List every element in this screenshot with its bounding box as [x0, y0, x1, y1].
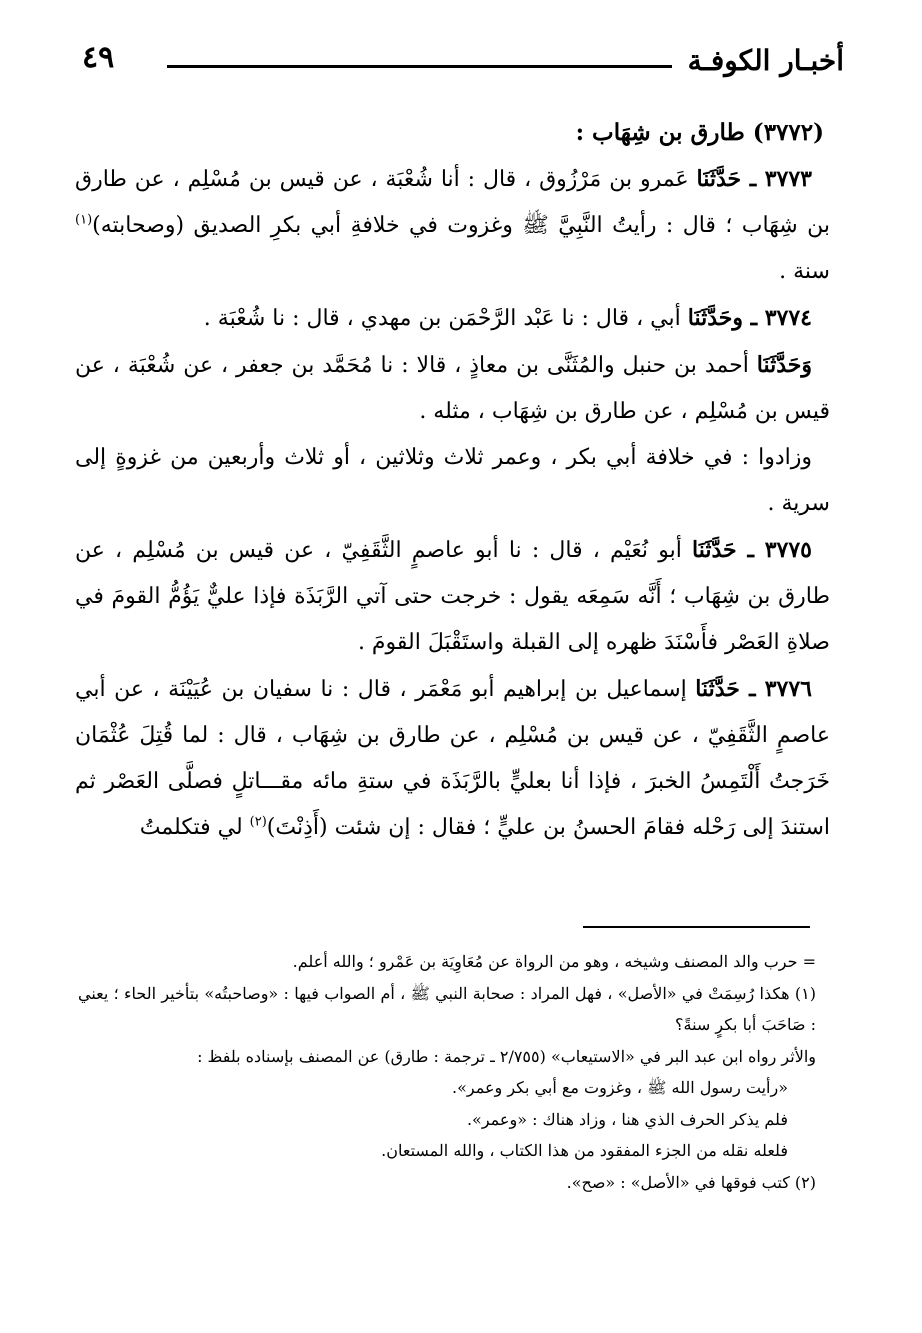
running-title: أخبـار الكوفـة: [687, 44, 844, 77]
hadith-paragraph: [75, 342, 830, 435]
header-rule: [167, 65, 672, 68]
paragraph-text: وزادوا : في خلافة أبي بكر ، وعمر ثلاث وثلاثين ، أو ثلاث وأربعين من غزوةٍ إلى سرية .: [75, 445, 830, 516]
footnote-line: فلعله نقله من الجزء المفقود من هذا الكتاب ، والله المستعان.: [381, 1141, 788, 1160]
paragraph-lead: ٣٧٧٥ ـ حَدَّثَنَا: [692, 537, 812, 563]
main-text: [75, 110, 830, 851]
paragraph-text: أبو نُعَيْم ، قال : نا أبو عاصمٍ الثَّقَفِيّ ، عن قيس بن مُسْلِم ، عن طارق بن شِهَاب ؛ أَنَّه سَمِعَه يقول : خرجت حتى آتي الرَّبَذَة فإذا عليٌّ يَؤُمُّ القومَ في صلاةِ العَصْر فأَسْنَدَ ظهره إلى القبلة واستَقْبَلَ القومَ .: [75, 538, 830, 655]
footnote-separator: [583, 926, 810, 928]
paragraph-text: عَمرو بن مَرْزُوق ، قال : أنا شُعْبَة ، عن قيس بن مُسْلِم ، عن طارق بن شِهَاب ؛ قال : رأيتُ النَّبِيَّ ﷺ وغزوت في خلافةِ أبي بكرِ الصديق (وصحابته): [75, 167, 830, 238]
footnote-line: والأثر رواه ابن عبد البر في «الاستيعاب» (٢/٧٥٥ ـ ترجمة : طارق) عن المصنف بإسناده بلفظ :: [197, 1046, 816, 1066]
footnote-line: (١) هكذا رُسِمَتْ في «الأصل» ، فهل المراد : صحابة النبي ﷺ ، أم الصواب فيها : «وصاحبتُه» بتأخير الحاء ؛ يعني : صَاحَبَ أبا بكرٍ سنةً؟: [78, 983, 816, 1034]
paragraph-tail: سنة .: [779, 259, 830, 284]
paragraph-text: أحمد بن حنبل والمُثَنَّى بن معاذٍ ، قالا : نا مُحَمَّد بن جعفر ، عن شُعْبَة ، عن قيس بن مُسْلِم ، عن طارق بن شِهَاب ، مثله .: [75, 353, 830, 424]
footnote-line: (٢) كتب فوقها في «الأصل» : «صح».: [566, 1172, 816, 1192]
paragraph-text: أبي ، قال : نا عَبْد الرَّحْمَن بن مهدي ، قال : نا شُعْبَة .: [203, 306, 688, 331]
hadith-paragraph: [75, 156, 830, 295]
footnote-line: «رأيت رسول الله ﷺ ، وغزوت مع أبي بكر وعمر».: [452, 1078, 788, 1097]
paragraph-lead: وَحَدَّثَنَا: [756, 352, 812, 378]
footnote-line: فلم يذكر الحرف الذي هنا ، وزاد هناك : «وعمر».: [466, 1109, 788, 1129]
paragraph-lead: ٣٧٧٦ ـ حَدَّثَنَا: [695, 676, 812, 702]
hadith-paragraph: [75, 527, 830, 666]
footnote-ref[interactable]: (٢): [249, 814, 267, 830]
paragraph-tail: لي فتكلمتُ: [139, 815, 250, 840]
page-number: ٤٩: [82, 40, 115, 75]
footnote-ref[interactable]: (١): [75, 212, 93, 228]
paragraph-lead: ٣٧٧٤ ـ وحَدَّثَنَا: [687, 305, 812, 331]
footnotes: [78, 946, 816, 1198]
hadith-paragraph: [75, 666, 830, 851]
footnote-line: = حرب والد المصنف وشيخه ، وهو من الرواة عن مُعَاوِيَة بن عَمْرو ؛ والله أعلم.: [292, 952, 816, 971]
hadith-paragraph: [75, 295, 830, 342]
running-header: [72, 40, 844, 84]
paragraph-lead: ٣٧٧٣ ـ حَدَّثَنَا: [696, 166, 812, 192]
hadith-paragraph: [75, 435, 830, 527]
paragraph-text: إسماعيل بن إبراهيم أبو مَعْمَر ، قال : نا سفيان بن عُيَيْنَة ، عن أبي عاصمٍ الثَّقَفِيّ ، عن قيس بن مُسْلِم ، عن طارق بن شِهَاب ، قال : لما قُتِلَ عُثْمَان خَرَجتُ أَلْتَمِسُ الخبرَ ، فإذا أنا بعليٍّ بالرَّبَذَة في ستةِ مائه مقـــاتلٍ فصلَّى العَصْر ثم استندَ إلى رَحْله فقامَ الحسنُ بن عليٍّ ؛ فقال : إن شئت (أَذِنْتَ): [75, 677, 830, 840]
section-heading: (٣٧٧٢) طارق بن شِهَاب :: [575, 119, 824, 146]
